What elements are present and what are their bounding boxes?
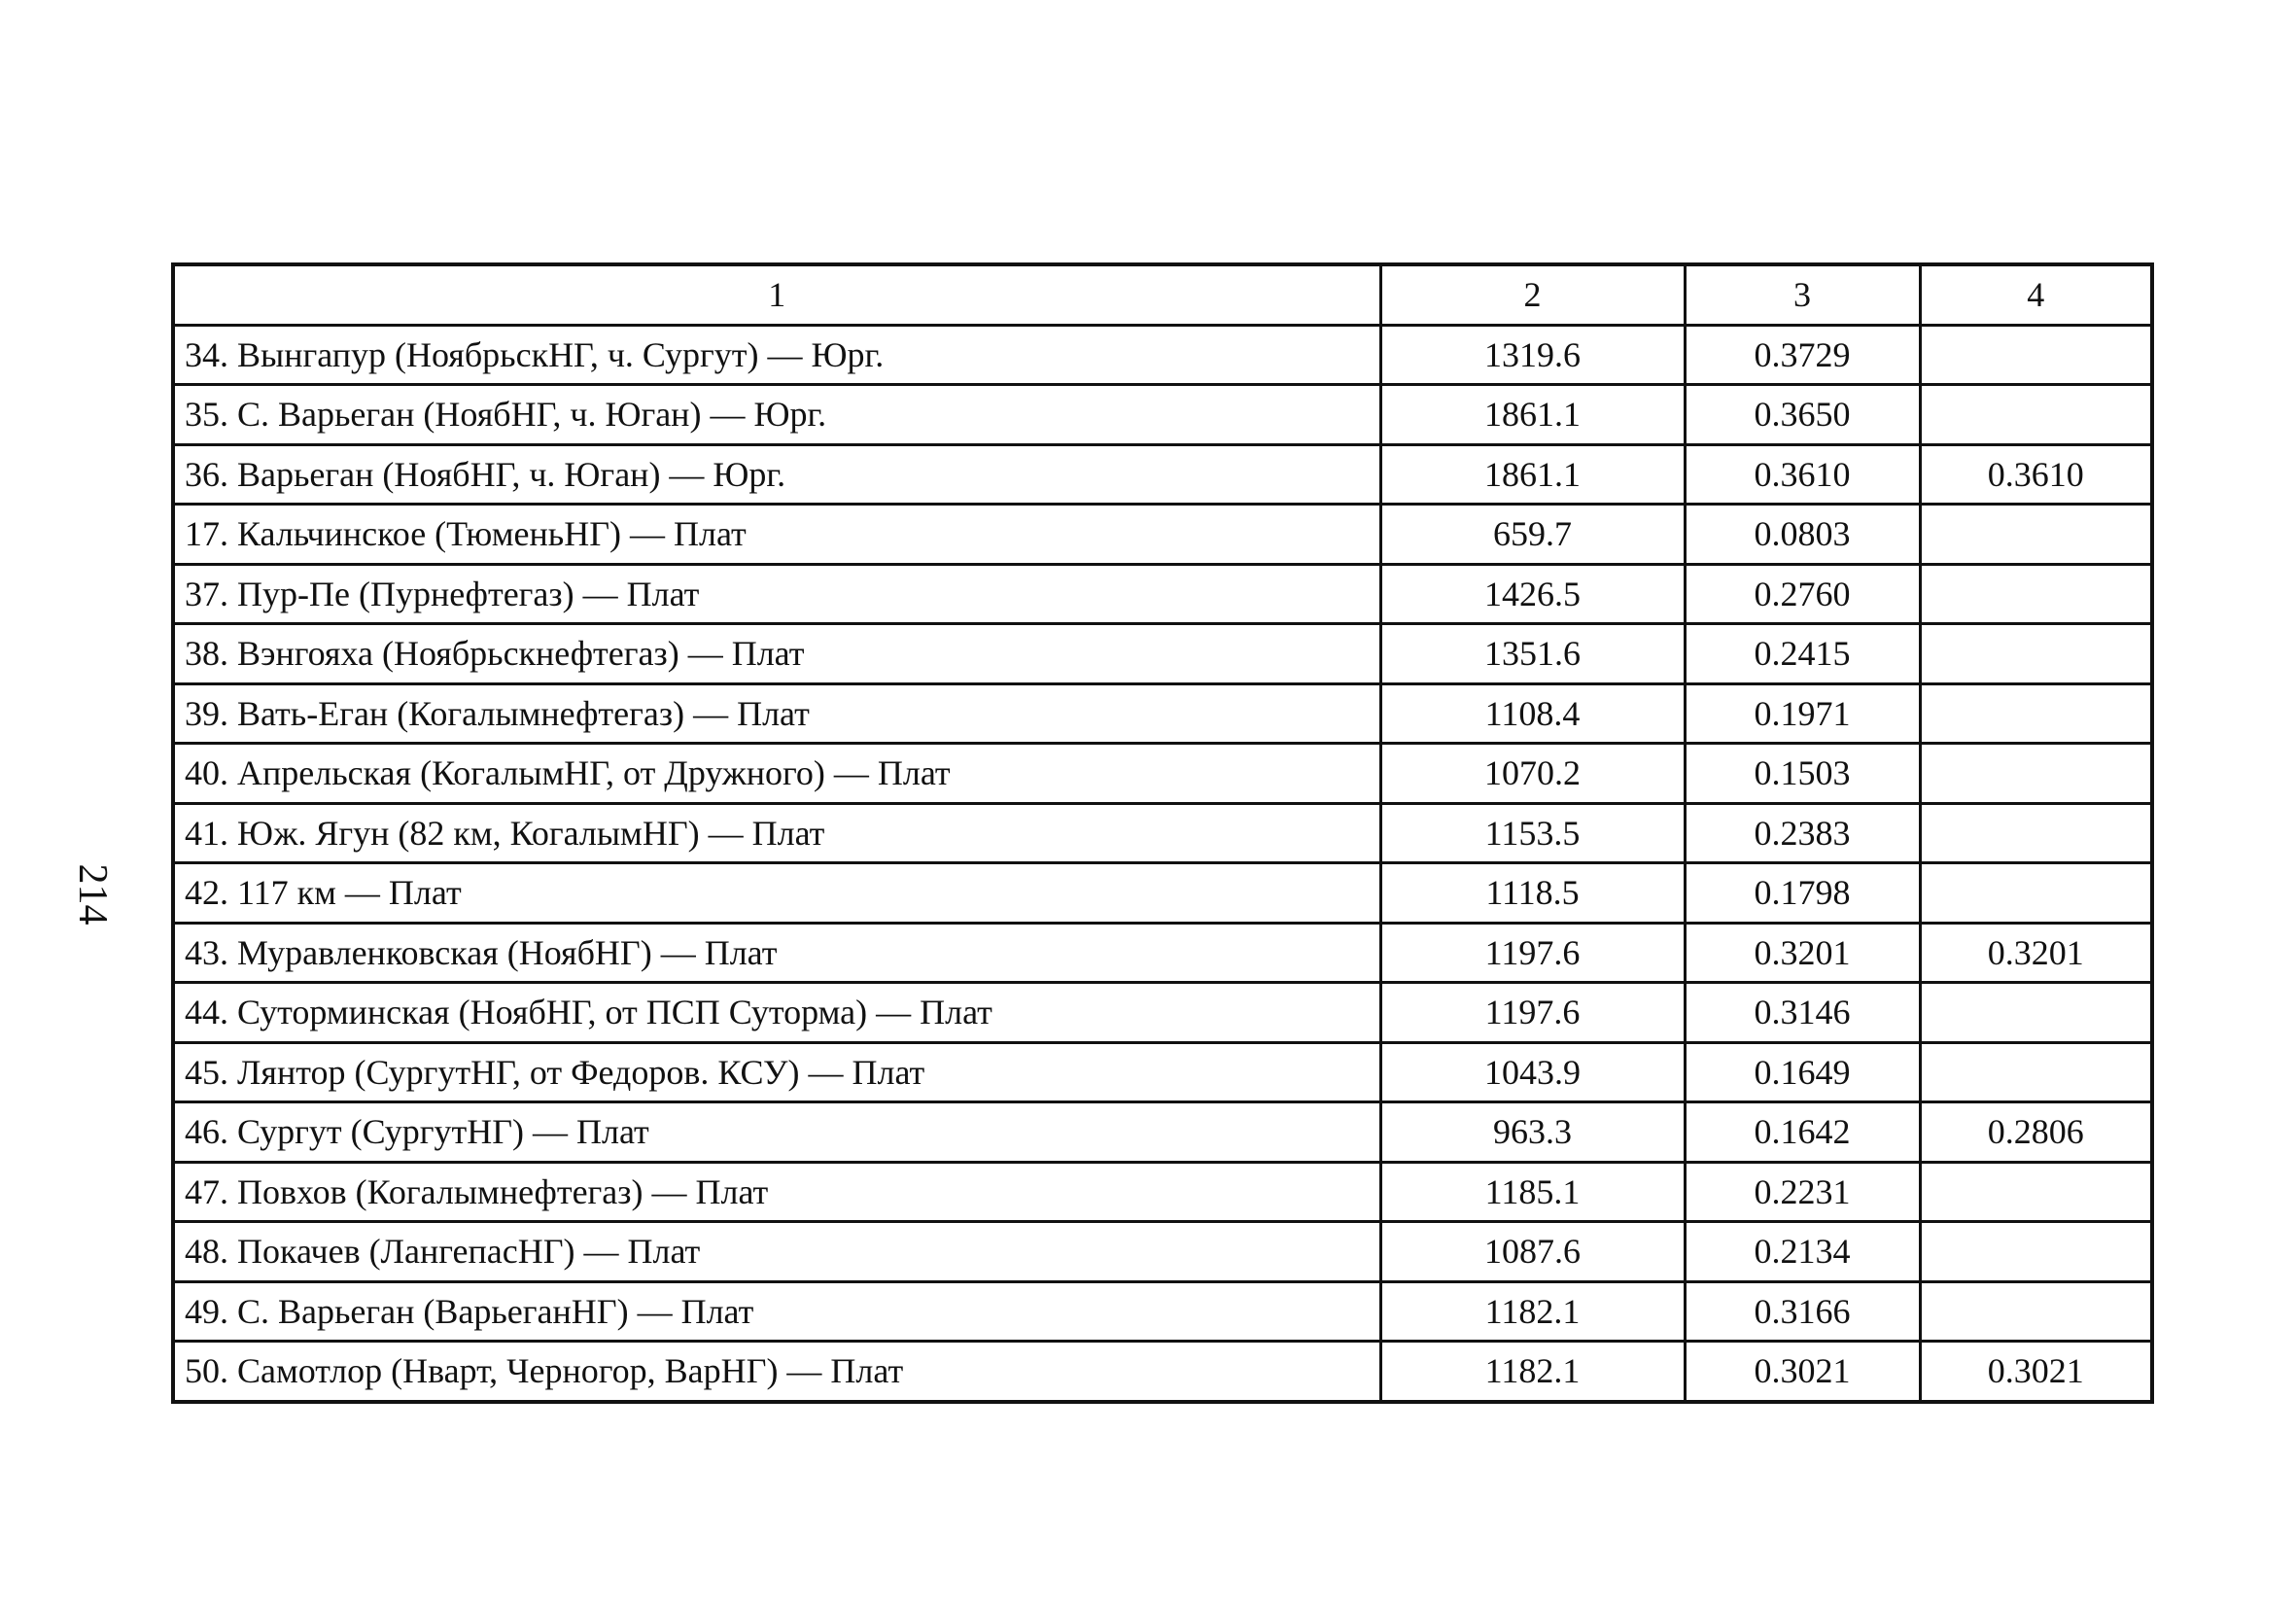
row-col2-cell: 1153.5 — [1380, 803, 1685, 863]
row-col3-cell: 0.3610 — [1685, 444, 1920, 505]
row-col3-cell: 0.3166 — [1685, 1281, 1920, 1342]
row-col4-cell — [1920, 1042, 2152, 1102]
table-row — [173, 1281, 2152, 1342]
row-col2-cell: 1182.1 — [1380, 1281, 1685, 1342]
table-row — [173, 564, 2152, 624]
row-name-cell: 49. С. Варьеган (ВарьеганНГ) — Плат — [173, 1281, 1380, 1342]
row-name-cell: 39. Вать-Еган (Когалымнефтегаз) — Плат — [173, 683, 1380, 744]
row-col2-cell: 1118.5 — [1380, 863, 1685, 924]
row-col2-cell: 1861.1 — [1380, 444, 1685, 505]
row-col4-cell — [1920, 1222, 2152, 1282]
row-col4-cell — [1920, 505, 2152, 565]
row-col3-cell: 0.3729 — [1685, 325, 1920, 385]
row-col3-cell: 0.3146 — [1685, 983, 1920, 1043]
row-col2-cell: 1108.4 — [1380, 683, 1685, 744]
row-col4-cell — [1920, 325, 2152, 385]
row-name-cell: 37. Пур-Пе (Пурнефтегаз) — Плат — [173, 564, 1380, 624]
row-col2-cell: 1185.1 — [1380, 1162, 1685, 1222]
table-row — [173, 983, 2152, 1043]
row-col4-cell: 0.3201 — [1920, 923, 2152, 983]
row-col3-cell: 0.1503 — [1685, 744, 1920, 804]
row-name-cell: 17. Кальчинское (ТюменьНГ) — Плат — [173, 505, 1380, 565]
column-header-2: 2 — [1380, 264, 1685, 325]
row-col2-cell: 1182.1 — [1380, 1342, 1685, 1402]
table-row — [173, 1102, 2152, 1163]
page-number: 214 — [70, 863, 115, 926]
row-col4-cell: 0.3021 — [1920, 1342, 2152, 1402]
row-col3-cell: 0.0803 — [1685, 505, 1920, 565]
row-col3-cell: 0.3650 — [1685, 385, 1920, 445]
row-col2-cell: 1087.6 — [1380, 1222, 1685, 1282]
row-col4-cell — [1920, 803, 2152, 863]
column-header-4: 4 — [1920, 264, 2152, 325]
row-col2-cell: 1426.5 — [1380, 564, 1685, 624]
table-row — [173, 1342, 2152, 1402]
row-col4-cell: 0.2806 — [1920, 1102, 2152, 1163]
row-col3-cell: 0.1642 — [1685, 1102, 1920, 1163]
row-col2-cell: 1351.6 — [1380, 624, 1685, 684]
row-col3-cell: 0.1649 — [1685, 1042, 1920, 1102]
row-name-cell: 50. Самотлор (Нварт, Черногор, ВарНГ) — Плат — [173, 1342, 1380, 1402]
table-row — [173, 624, 2152, 684]
row-col4-cell — [1920, 1281, 2152, 1342]
row-col4-cell — [1920, 624, 2152, 684]
row-col4-cell — [1920, 983, 2152, 1043]
row-col4-cell — [1920, 744, 2152, 804]
row-col4-cell — [1920, 564, 2152, 624]
row-col2-cell: 1070.2 — [1380, 744, 1685, 804]
table-row — [173, 385, 2152, 445]
row-name-cell: 44. Суторминская (НоябНГ, от ПСП Суторма) — Плат — [173, 983, 1380, 1043]
row-name-cell: 47. Повхов (Когалымнефтегаз) — Плат — [173, 1162, 1380, 1222]
row-name-cell: 45. Лянтор (СургутНГ, от Федоров. КСУ) — Плат — [173, 1042, 1380, 1102]
table-row — [173, 325, 2152, 385]
row-col4-cell — [1920, 385, 2152, 445]
table-row — [173, 863, 2152, 924]
table-row — [173, 1042, 2152, 1102]
row-name-cell: 40. Апрельская (КогалымНГ, от Дружного) — Плат — [173, 744, 1380, 804]
table-row — [173, 803, 2152, 863]
row-name-cell: 43. Муравленковская (НоябНГ) — Плат — [173, 923, 1380, 983]
row-col3-cell: 0.3021 — [1685, 1342, 1920, 1402]
row-col2-cell: 1861.1 — [1380, 385, 1685, 445]
row-name-cell: 36. Варьеган (НоябНГ, ч. Юган) — Юрг. — [173, 444, 1380, 505]
row-col2-cell: 1043.9 — [1380, 1042, 1685, 1102]
table-row — [173, 923, 2152, 983]
table-row — [173, 1162, 2152, 1222]
column-header-1: 1 — [173, 264, 1380, 325]
row-name-cell: 48. Покачев (ЛангепасНГ) — Плат — [173, 1222, 1380, 1282]
row-col2-cell: 659.7 — [1380, 505, 1685, 565]
data-table — [171, 262, 2154, 1404]
column-header-3: 3 — [1685, 264, 1920, 325]
row-col2-cell: 1319.6 — [1380, 325, 1685, 385]
row-col3-cell: 0.3201 — [1685, 923, 1920, 983]
row-col4-cell: 0.3610 — [1920, 444, 2152, 505]
row-col2-cell: 1197.6 — [1380, 983, 1685, 1043]
header-row — [173, 264, 2152, 325]
row-name-cell: 38. Вэнгояха (Ноябрьскнефтегаз) — Плат — [173, 624, 1380, 684]
row-col2-cell: 963.3 — [1380, 1102, 1685, 1163]
table-row — [173, 505, 2152, 565]
row-col3-cell: 0.2383 — [1685, 803, 1920, 863]
row-col4-cell — [1920, 683, 2152, 744]
table-row — [173, 444, 2152, 505]
row-col3-cell: 0.2134 — [1685, 1222, 1920, 1282]
row-name-cell: 41. Юж. Ягун (82 км, КогалымНГ) — Плат — [173, 803, 1380, 863]
row-col3-cell: 0.2231 — [1685, 1162, 1920, 1222]
row-name-cell: 34. Вынгапур (НоябрьскНГ, ч. Сургут) — Юрг. — [173, 325, 1380, 385]
table-row — [173, 683, 2152, 744]
table-row — [173, 1222, 2152, 1282]
table-row — [173, 744, 2152, 804]
row-col3-cell: 0.2760 — [1685, 564, 1920, 624]
row-col3-cell: 0.1798 — [1685, 863, 1920, 924]
row-col4-cell — [1920, 1162, 2152, 1222]
row-col4-cell — [1920, 863, 2152, 924]
row-col3-cell: 0.1971 — [1685, 683, 1920, 744]
row-col2-cell: 1197.6 — [1380, 923, 1685, 983]
row-name-cell: 35. С. Варьеган (НоябНГ, ч. Юган) — Юрг. — [173, 385, 1380, 445]
row-name-cell: 46. Сургут (СургутНГ) — Плат — [173, 1102, 1380, 1163]
row-col3-cell: 0.2415 — [1685, 624, 1920, 684]
row-name-cell: 42. 117 км — Плат — [173, 863, 1380, 924]
